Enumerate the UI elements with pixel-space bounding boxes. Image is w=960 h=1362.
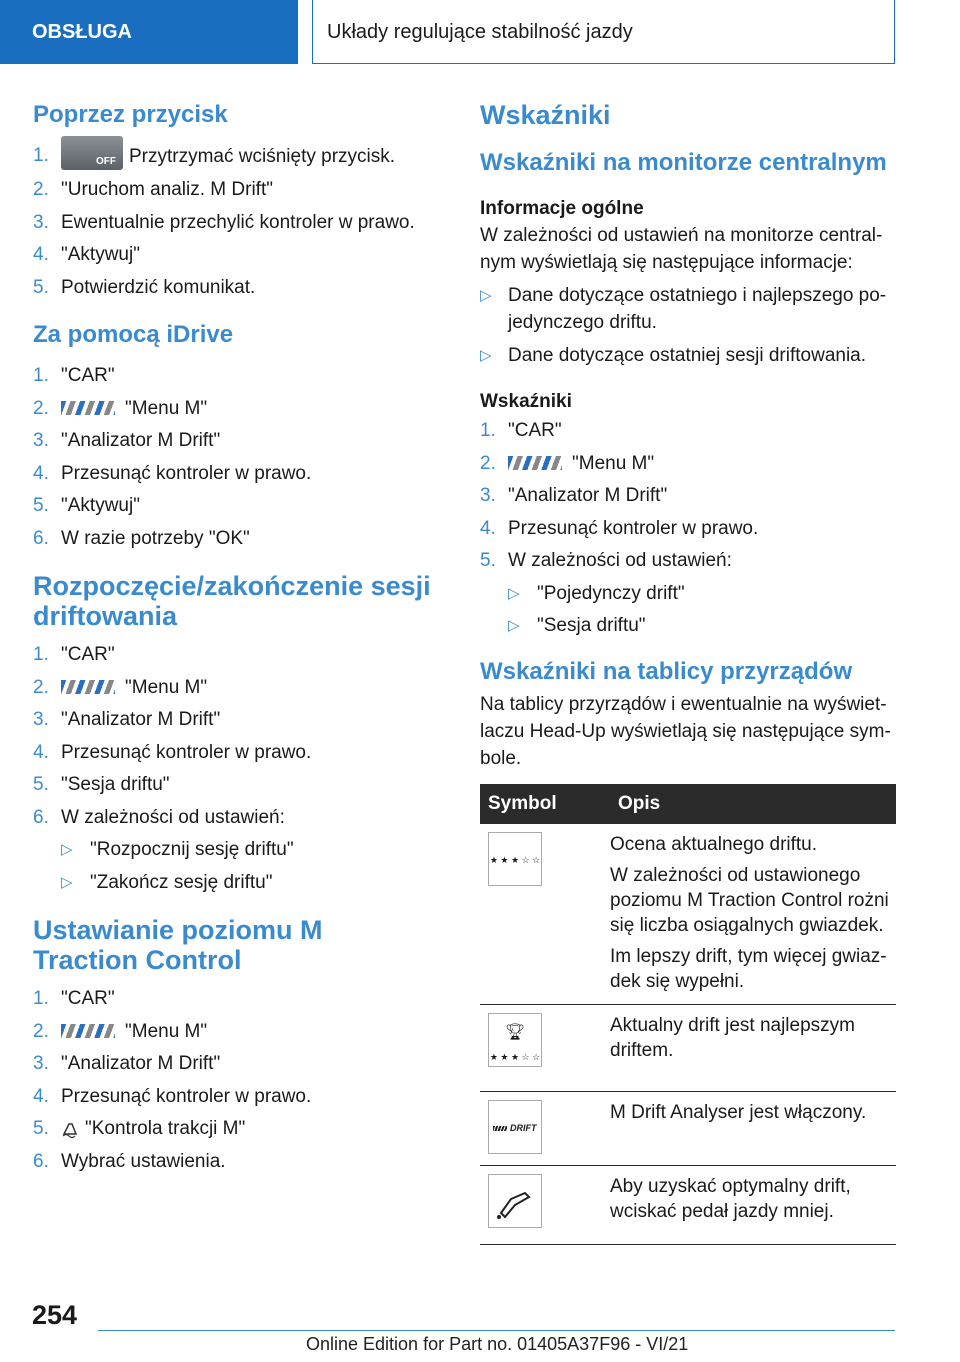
list-item: 6. W razie potrzeby "OK" (33, 527, 250, 549)
list-item: 3. "Analizator M Drift" (480, 485, 668, 506)
list-item: 3. "Analizator M Drift" (33, 709, 221, 730)
left-column (33, 100, 433, 1178)
heading-instrument-cluster: Wskaźniki na tablicy przyrządów (480, 657, 853, 685)
list-item: 2. "Menu M" (33, 676, 208, 698)
section-tab: OBSŁUGA (0, 0, 298, 64)
list-item: 1. "CAR" (33, 644, 115, 665)
stars-rating-icon: ★ ★ ★ ☆ ☆ (488, 832, 542, 886)
m-menu-icon (61, 680, 115, 694)
list-item: 4. Przesunąć kontroler w prawo. (480, 517, 759, 539)
page-number: 254 (32, 1300, 78, 1330)
list-item: 1. OFF Przytrzymać wciśnięty przycisk. (33, 140, 433, 174)
list-item: 2. "Uruchom analiz. M Drift" (33, 179, 273, 200)
heading-idrive: Za pomocą iDrive (33, 321, 234, 348)
description-cell: Aktualny drift jest najlepszym driftem. (610, 1004, 896, 1091)
table-row (480, 1165, 896, 1244)
column-header-description: Opis (610, 784, 896, 824)
list-item: 5. "Sesja driftu" (33, 774, 170, 795)
list-item: 4. Przesunąć kontroler w prawo. (33, 741, 312, 763)
heading-indicators: Wskaźniki (480, 100, 611, 130)
description-cell: Aby uzyskać optymalny drift, wciskać pedał jazdy mniej. (610, 1165, 896, 1244)
footer-edition: Online Edition for Part no. 01405A37F96 - VI/21 (306, 1334, 689, 1354)
column-header-symbol: Symbol (480, 784, 610, 824)
list-idrive-steps (33, 360, 433, 555)
heading-session: Rozpoczęcie/zakończenie sesji driftowania (33, 571, 431, 631)
list-item: 3. "Analizator M Drift" (33, 1053, 221, 1074)
list-indicator-steps (480, 415, 896, 643)
list-item: 6. W zależności od ustawień: (33, 806, 285, 828)
m-drift-logo-icon: DRIFT (488, 1100, 542, 1154)
sub-list-item: ▷ "Rozpocznij sesję driftu" (61, 839, 294, 860)
heading-button: Poprzez przycisk (33, 101, 228, 128)
list-item: 2. "Menu M" (480, 452, 655, 474)
list-item: 5. "Kontrola trakcji M" (33, 1118, 246, 1139)
heading-general-info: Informacje ogólne (480, 198, 644, 219)
list-item: 1. "CAR" (480, 420, 562, 441)
list-item: 5. W zależności od ustawień: (480, 550, 732, 571)
sub-list-item: ▷ "Pojedynczy drift" (508, 582, 685, 604)
trophy-stars-icon: 🏆︎ ★ ★ ★ ☆ ☆ (488, 1013, 542, 1067)
sub-list-item: ▷ "Sesja driftu" (508, 615, 646, 636)
list-item: 5. "Aktywuj" (33, 495, 140, 516)
symbol-table (480, 784, 896, 1245)
m-menu-icon (508, 456, 562, 470)
list-item: 3. "Analizator M Drift" (33, 430, 221, 451)
m-menu-icon (61, 1024, 115, 1038)
list-item: 1. "CAR" (33, 988, 115, 1009)
instrument-cluster-text: Na tablicy przyrządów i ewentualnie na wyświet- laczu Head-Up wyświetlają się następujące sym- bole. (480, 693, 891, 769)
table-row (480, 1091, 896, 1165)
description-cell: Ocena aktualnego driftu. W zależności od ustawionego poziomu M Traction Control rożni się liczba osiągalnych gwiazdek. Im lepszy drift, tym więcej gwiaz- dek się wypełni. (610, 824, 896, 1005)
list-item: 4. Przesunąć kontroler w prawo. (33, 462, 312, 484)
list-traction-steps (33, 983, 433, 1178)
table-row (480, 1004, 896, 1091)
list-item: 3. Ewentualnie przechylić kontroler w prawo. (33, 211, 415, 233)
list-item: 2. "Menu M" (33, 397, 208, 419)
bullet-item: ▷ Dane dotyczące ostatniej sesji driftowania. (480, 345, 867, 366)
general-info-text: W zależności od ustawień na monitorze central- nym wyświetlają się następujące informacje: (480, 225, 883, 273)
list-item: 2. "Menu M" (33, 1020, 208, 1042)
list-item: 4. "Aktywuj" (33, 244, 140, 265)
list-item: 6. Wybrać ustawienia. (33, 1150, 226, 1172)
list-item: 5. Potwierdzić komunikat. (33, 276, 256, 298)
heading-central-monitor: Wskaźniki na monitorze centralnym (480, 149, 887, 176)
description-cell: M Drift Analyser jest włączony. (610, 1091, 896, 1165)
heading-traction: Ustawianie poziomu M Traction Control (33, 915, 323, 975)
list-item: 1. "CAR" (33, 365, 115, 386)
footer-divider (98, 1330, 895, 1331)
sub-list-item: ▷ "Zakończ sesję driftu" (61, 871, 273, 893)
list-item: 4. Przesunąć kontroler w prawo. (33, 1085, 312, 1107)
accelerator-pedal-icon (488, 1174, 542, 1228)
table-header (480, 784, 896, 824)
page-header-title: Układy regulujące stabilność jazdy (312, 0, 895, 64)
list-button-steps (33, 140, 433, 304)
traction-off-button-icon: OFF (61, 136, 123, 170)
heading-indicators-sub: Wskaźniki (480, 391, 572, 412)
right-column (480, 100, 896, 1245)
m-menu-icon (61, 401, 115, 415)
table-row (480, 824, 896, 1005)
list-session-steps (33, 639, 433, 899)
traction-control-icon (61, 1120, 79, 1138)
bullet-item: ▷ Dane dotyczące ostatniego i najlepszego po- jedynczego driftu. (480, 285, 887, 333)
